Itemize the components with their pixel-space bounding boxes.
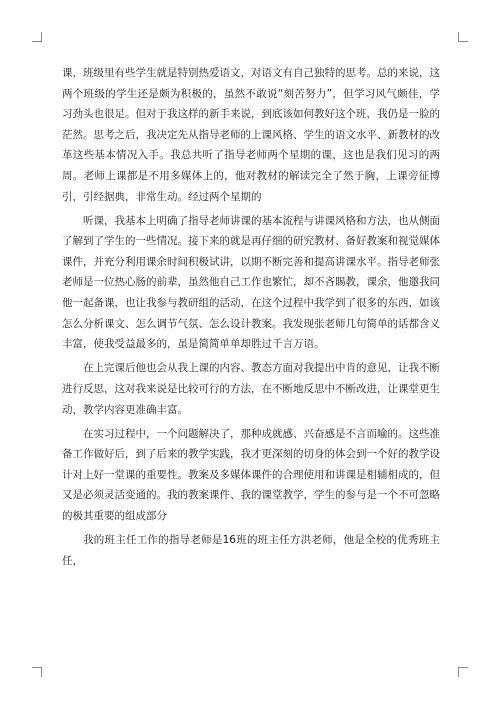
document-body [62,63,440,571]
paragraph-5: 我的班主任工作的指导老师是16班的班主任方洪老师，他是全校的优秀班主任， [62,534,440,567]
paragraph-4: 在实习过程中，一个问题解决了，那种成就感、兴奋感是不言而喻的。这些准备工作做好后，到了后来的教学实践，我才更深刻的切身的体会到一个好的教学设计对上好一堂课的重要性。教案及多媒体课件的合理使用和讲课是相辅相成的，但又是必须灵活变通的。我的教案课件、我的课堂教学，学生的参与是一个不可忽略的极其重要的组成部分 [62,427,440,522]
crop-mark-top-right [458,32,468,42]
crop-mark-bottom-left [32,667,42,677]
paragraph-2: 听课，我基本上明确了指导老师讲课的基本流程与讲课风格和方法，也从侧面了解到了学生的一些情况。接下来的就是再仔细的研究教材、备好教案和视觉媒体课件，并充分利用课余时间积极试讲，以期不断完善和提高讲课水平。指导老师张老师是一位热心肠的前辈，虽然他自己工作也繁忙，却不吝賜教，课余，他邀我同他一起备课，也让我参与教研组的活动，在这个过程中我学到了很多的东西，如该怎么分析课文、怎么调节气氛、怎么设计教案。我发现张老师几句简单的话都含义丰富，使我受益最多的，虽是简简单单却胜过千言万语。 [62,214,440,351]
paragraph-1: 课，班级里有些学生就是特别热爱语文，对语文有自己独特的思考。总的来说，这两个班级的学生还是颇为积极的，虽然不敢说“刻苦努力”，但学习风气颇佳，学习劲头也很足。但对于我这样的新手来说，到底该如何教好这个班，我仍是一脸的茫然。思考之后，我决定先从指导老师的上课风格、学生的语文水平、新教材的改革这些基本情况入手。我总共听了指导老师两个星期的课，这也是我们见习的两周。老师上课都是不用多媒体上的，他对教材的解读完全了然于胸，上课旁征博引，引经据典，非常生动。经过两个星期的 [62,67,440,203]
crop-mark-bottom-right [458,667,468,677]
paragraph-3: 在上完课后他也会从我上课的内容、教态方面对我提出中肯的意见，让我不断进行反思，这对我来说是比较可行的方法，在不断地反思中不断改进，让课堂更生动，教学内容更准确丰富。 [62,362,440,416]
crop-mark-top-left [32,32,42,42]
